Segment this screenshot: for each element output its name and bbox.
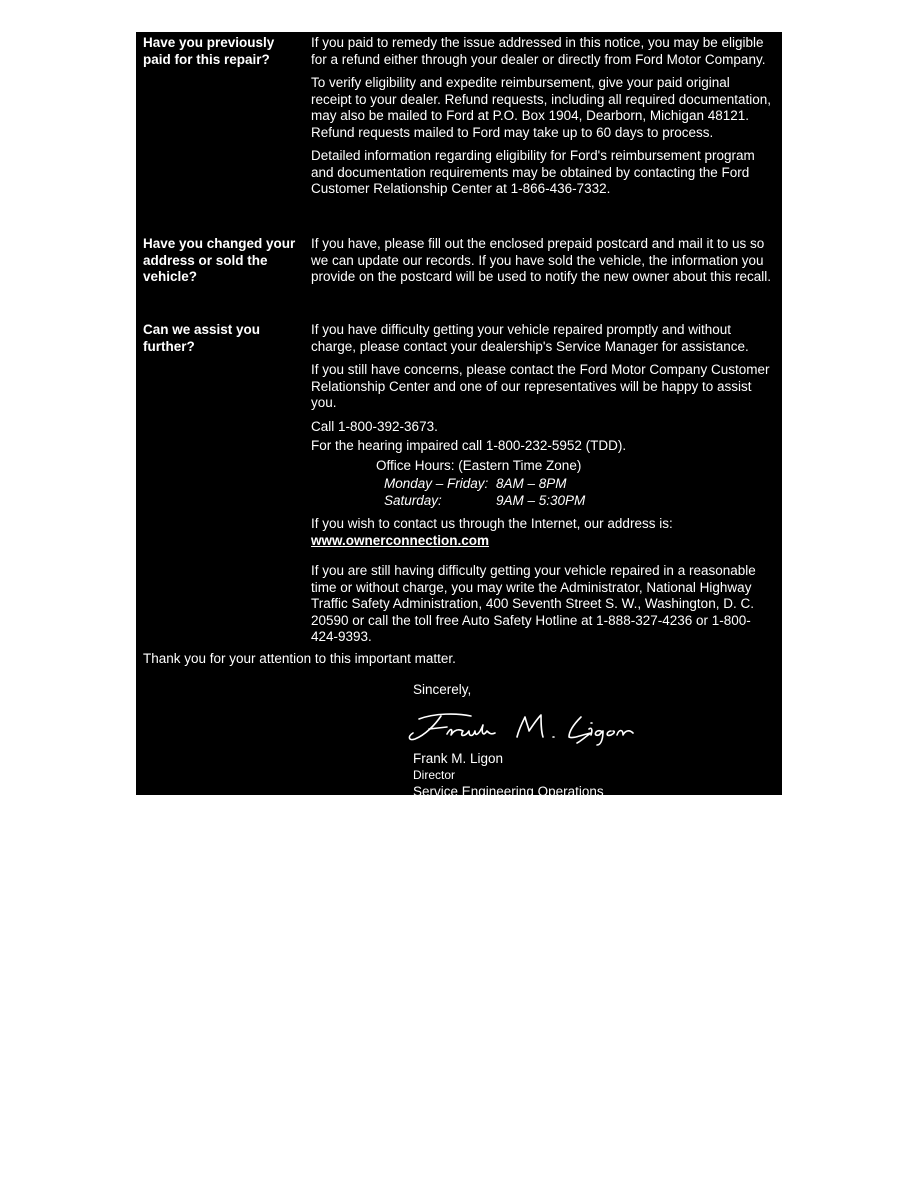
internet-link-row: [311, 533, 773, 550]
signer-name: Frank M. Ligon: [413, 750, 504, 766]
paragraph: If you still have concerns, please contact the Ford Motor Company Customer Relationship Center and one of our representatives will be happy to assist you.: [311, 362, 770, 410]
hours-day: Monday – Friday:: [384, 476, 489, 491]
hours-day: Saturday:: [384, 492, 442, 508]
office-hours-row: [311, 476, 773, 493]
paragraph: If you have, please fill out the enclosed prepaid postcard and mail it to us so we can update our records. If you have sold the vehicle, the information you provide on the postcard will be used to notify the new owner about this recall.: [311, 236, 772, 284]
ownerconnection-link[interactable]: www.ownerconnection.com: [311, 532, 490, 548]
signer-title: Director: [413, 768, 456, 782]
salutation: Sincerely,: [413, 682, 472, 697]
thanks-line: Thank you for your attention to this important matter.: [143, 651, 456, 666]
answer-assist-further: [311, 322, 773, 653]
paragraph-nhtsa: If you are still having difficulty getting your vehicle repaired in a reasonable time or without charge, you may write the Administrator, National Highway Traffic Safety Administration, 400 Seventh Street S. W., Washington, D. C. 20590 or call the toll free Auto Safety Hotline at 1-888-327-4236 or 1-800-424-9393.: [311, 563, 756, 644]
letter-panel: [136, 32, 782, 799]
paragraph: To verify eligibility and expedite reimbursement, give your paid original receipt to your dealer. Refund requests, including all required documentation, may also be mailed to Ford at P.O. Box 1904, Dearborn, Michigan 48121. Refund requests mailed to Ford may take up to 60 days to process.: [311, 75, 772, 140]
internet-text: If you wish to contact us through the Internet, our address is:: [311, 516, 673, 531]
question-changed-address: Have you changed your address or sold the vehicle?: [143, 236, 296, 284]
hours-time: 8AM – 8PM: [496, 476, 567, 491]
signature-image: [405, 707, 635, 747]
paragraph: If you have difficulty getting your vehicle repaired promptly and without charge, please contact your dealership's Service Manager for assistance.: [311, 322, 749, 354]
question-previously-paid: Have you previously paid for this repair?: [143, 35, 275, 67]
signer-department: Service Engineering Operations: [413, 783, 604, 799]
paragraph-call: Call 1-800-392-3673.: [311, 418, 438, 434]
answer-previously-paid: [311, 35, 773, 205]
office-hours-row: [311, 493, 773, 510]
office-hours-title: Office Hours: (Eastern Time Zone): [376, 457, 582, 473]
paragraph-hearing-impaired: For the hearing impaired call 1-800-232-5952 (TDD).: [311, 438, 627, 453]
paragraph: Detailed information regarding eligibility for Ford's reimbursement program and documentation requirements may be obtained by contacting the Ford Customer Relationship Center at 1-866-436-7332.: [311, 148, 755, 196]
hours-time: 9AM – 5:30PM: [496, 492, 586, 508]
question-assist-further: Can we assist you further?: [143, 322, 261, 354]
answer-changed-address: [311, 236, 773, 293]
closing-block: [413, 682, 635, 800]
paragraph: If you paid to remedy the issue addressed in this notice, you may be eligible for a refund either through your dealer or directly from Ford Motor Company.: [311, 35, 766, 67]
